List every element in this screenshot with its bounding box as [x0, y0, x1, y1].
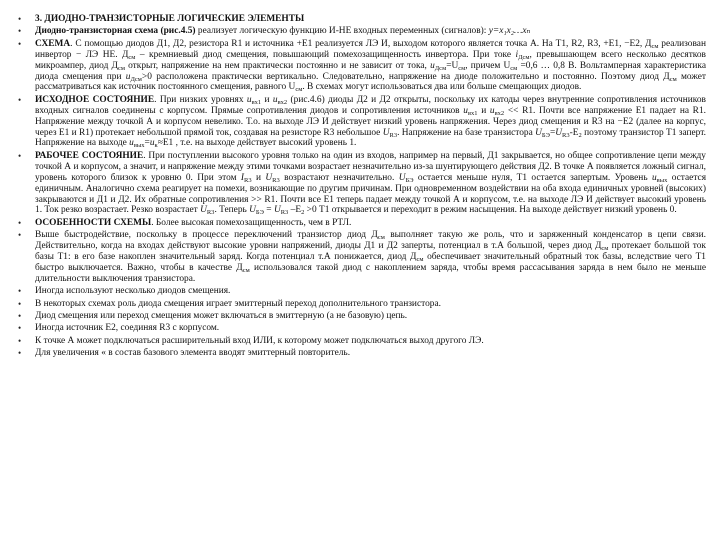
text-run: I	[240, 172, 244, 183]
text-run: U	[535, 127, 542, 138]
subscript: Дсм	[130, 75, 142, 83]
text-run: U	[555, 127, 563, 138]
text-run: –Е	[288, 205, 302, 216]
subscript: БЭ	[541, 131, 550, 139]
bold-text: Диодно-транзисторная схема (рис.4.5)	[35, 26, 196, 37]
text-run: и	[477, 105, 490, 116]
text-run: , причем U	[465, 60, 511, 71]
bold-text: СХЕМА	[35, 38, 71, 49]
text-run: выполняет такую же роль, что и заряженный конденсатор в цепи связи. Действительно, когда на входах действуют высокие уровни напряжений, диоды Д1 и Д2 заперты, потенциал в т.А большой, через диод Д	[35, 230, 707, 252]
subscript: см	[242, 266, 250, 274]
text-run: U	[249, 205, 256, 216]
text-run: – кремниевый диод смещения, повышающий помехозащищенность инвертора. При токе	[135, 49, 516, 60]
text-run: Выше быстродействие, поскольку в процессе переключений транзистор диод Д	[35, 230, 378, 241]
bullet-icon: •	[18, 230, 22, 241]
text-run: обеспечивает значительный обратный ток базы, вследствие чего Т1 быстро выключается. Важно, чтобы в качестве Д	[35, 252, 706, 273]
subscript: см	[416, 256, 424, 264]
text-run: u	[430, 60, 435, 71]
text-run: =	[263, 205, 274, 216]
text-run: (рис.4.6) диоды Д2 и Д2 открыты, поскольку их катоды через внутренние сопротивления источников входных сигналов соединены с корпусом. Прямые сопротивления диодов и сопротивления источников	[35, 94, 706, 116]
text-run: u	[489, 105, 495, 116]
subscript: см	[651, 42, 659, 50]
subscript: R3	[562, 131, 570, 139]
subscript: Дсм	[434, 64, 447, 72]
text-run: >0 Т1 открывается и переходит в режим насыщения. На выходе действует низкий уровень 0.	[304, 205, 677, 216]
bullet-icon: •	[18, 26, 22, 37]
text-run: . При поступлении высокого уровня только на один из входов, например на первый, Д1 закрывается, но общее сопротивление цепи между точкой А и корпусом, а значит, и напряжение между этими точками возрастает незначительно из-за шунтирующего действия Д2. В точке А появляется ложный сигнал, уровень которого близок к уровню 0. При этом	[35, 150, 706, 183]
text-run: . При низких уровнях	[154, 94, 247, 105]
text-run: открыт, напряжение на нем практически постоянно и не зависит от тока,	[124, 60, 431, 71]
subscript: 2	[301, 209, 305, 217]
subscript: к	[154, 142, 158, 150]
subscript: см	[117, 64, 125, 72]
text-run: Иногда источник Е2, соединяя R3 с корпусом.	[35, 323, 220, 334]
text-run: Для увеличения « в состав базового элемента вводят эмиттерный повторитель.	[35, 348, 351, 359]
subscript: см	[377, 234, 385, 242]
text-run: =U	[446, 60, 459, 71]
bold-text: 3. ДИОДНО-ТРАНЗИСТОРНЫЕ ЛОГИЧЕСКИЕ ЭЛЕМЕНТЫ	[35, 14, 305, 24]
bullet-icon: •	[18, 38, 22, 49]
text-run: u	[246, 94, 252, 105]
text-run: U	[382, 127, 390, 138]
bullet-item	[18, 311, 706, 322]
text-run: U	[200, 205, 207, 216]
text-run: Диод смещения или переход смещения может включаться в эмиттерную (а не базовую) цепь.	[35, 311, 408, 322]
text-run: U	[265, 172, 273, 183]
text-run: U	[398, 172, 406, 183]
text-run: остается единичным. Аналогично схема реагирует на помехи, возникающие по другим причинам. При одновременном воздействии на оба входа единичных уровней (высоких) закрываются и Д1 и Д2. Их обратные сопротивления >> R1. Почти все Е1 теперь падает между точкой А и корпусом, т.е. на выходе ЛЭ И действует высокий уровень 1. Ток резко возрастает. Резко возрастает	[35, 172, 707, 216]
bullet-item	[18, 230, 706, 285]
text-run: возрастают незначительно.	[279, 172, 399, 183]
bullet-icon: •	[18, 286, 22, 297]
subscript: вх2	[494, 109, 505, 117]
subscript: см	[601, 245, 609, 253]
subscript: вх1	[467, 109, 478, 117]
text-run: реализует логическую функцию И-НЕ входных переменных (сигналов):	[195, 26, 489, 37]
bold-text: ОСОБЕННОСТИ СХЕМЫ	[35, 217, 152, 228]
bullet-item	[18, 299, 706, 310]
subscript: вых	[133, 142, 145, 150]
bullet-icon: •	[18, 323, 22, 334]
bullet-icon: •	[18, 217, 22, 228]
bullet-item	[18, 218, 706, 229]
subscript: R3	[244, 176, 252, 184]
bullet-item	[18, 95, 706, 150]
text-run: ≈E1 , т.е. на выходе действует высокий уровень 1.	[157, 138, 357, 149]
bullet-item	[18, 39, 706, 94]
text-run: . С помощью диодов Д1, Д2, резистора R1 и источника +Е1 реализуется ЛЭ И, выходом которого является точка А. На Т1, R2, R3, +Е1, −Е2, Д	[70, 38, 652, 49]
text-run: =0,6 … 0,8 В. Вольтамперная характеристика диода смещения при	[35, 60, 706, 82]
text-run: U	[273, 205, 281, 216]
text-run: поэтому транзистор Т1 заперт. Напряжение на выходе	[35, 127, 706, 149]
subscript: Дсм	[518, 53, 530, 61]
bold-text: ИСХОДНОЕ СОСТОЯНИЕ	[35, 94, 155, 105]
bold-text: РАБОЧЕЕ СОСТОЯНИЕ	[35, 150, 144, 161]
subscript: R3	[272, 176, 280, 184]
bullet-icon: •	[18, 335, 22, 346]
text-run: i	[515, 49, 519, 60]
text-run: В некоторых схемах роль диода смещения играет эмиттерный переход дополнительного транзистора.	[35, 298, 441, 309]
subscript: см	[510, 64, 518, 72]
text-run: использовался такой диод с накоплением заряда, чтобы время рассасывания заряда в нем было не меньше длительности выключения транзистора.	[35, 262, 707, 284]
subscript: вых	[656, 176, 668, 184]
text-run: и	[251, 172, 266, 183]
text-run: . Более высокая помехозащищенность, чем в РТЛ.	[151, 217, 352, 228]
bullet-icon: •	[18, 14, 22, 24]
text-run: . Напряжение на базе транзистора	[397, 127, 536, 138]
bullet-icon: •	[18, 348, 22, 359]
text-run: может рассматриваться как источник постоянного смещения, равного U	[35, 71, 706, 93]
text-run: u	[463, 105, 468, 116]
bullet-icon: •	[18, 298, 22, 309]
text-run: . В схемах могут использоваться два или больше смещающих диодов.	[302, 82, 582, 93]
text-run: протекает большой ток базы Т1: в его базе накоплен значительный заряд. Когда потенциал т.А понижается, диод Д	[35, 241, 706, 263]
subscript: см	[458, 64, 466, 72]
subscript: R3	[206, 209, 215, 217]
text-run: u	[272, 94, 278, 105]
bullet-item	[18, 151, 706, 216]
subscript: R3	[280, 209, 289, 217]
text-run: << R1. Почти все напряжение E1 падает на R1. Напряжение между точкой А и корпусом невелико. Т.о. на выходе ЛЭ И действует низкий уровень напряжения. Через диод смещения и R3 на −Е2 (далее на корпус, через Е1 и R1) протекает небольшой прямой ток, создавая на резисторе R3 небольшое	[35, 105, 706, 138]
subscript: см	[128, 53, 136, 61]
subscript: 2	[578, 131, 582, 139]
text-run: u	[125, 71, 131, 82]
bullet-item	[18, 323, 706, 334]
bullet-icon: •	[18, 94, 22, 105]
text-run: u	[651, 172, 657, 183]
text-run: К точке А может подключаться расширительный вход ИЛИ, к которому может подключаться выход другого ЛЭ.	[35, 335, 484, 346]
subscript: вх2	[277, 98, 288, 106]
bullet-item	[18, 348, 706, 359]
text-run: u	[129, 138, 134, 149]
subscript: БЭ	[255, 209, 264, 217]
subscript: см	[295, 86, 303, 94]
text-run: реализован инвертор − ЛЭ НЕ. Д	[35, 38, 706, 60]
text-run: и	[261, 94, 273, 105]
bullet-item	[18, 336, 706, 347]
text-run: -E	[569, 127, 579, 138]
bullet-icon: •	[18, 150, 22, 161]
bullet-item	[18, 14, 706, 25]
text-run: u	[149, 138, 155, 149]
subscript: R3	[389, 131, 398, 139]
bullet-item	[18, 286, 706, 297]
bullet-item	[18, 26, 706, 37]
text-run: =	[549, 127, 556, 138]
text-run: y=x₁x₂…xₙ	[488, 26, 531, 37]
text-run: остается меньше нуля, Т1 остается запертым. Уровень	[413, 172, 652, 183]
text-run: , превышающем всего несколько десятков микроампер, диод Д	[35, 49, 706, 71]
subscript: вх1	[251, 98, 262, 106]
text-run: . Теперь	[214, 205, 250, 216]
subscript: см	[669, 75, 677, 83]
bullet-list	[18, 14, 706, 359]
text-run: =	[144, 138, 150, 149]
text-run: >0 расположена практически вертикально. Следовательно, напряжение на диоде положительно и постоянно. Поэтому диод Д	[141, 71, 670, 82]
text-run: Иногда используют несколько диодов смещения.	[35, 286, 231, 297]
subscript: БЭ	[405, 176, 414, 184]
bullet-icon: •	[18, 311, 22, 322]
